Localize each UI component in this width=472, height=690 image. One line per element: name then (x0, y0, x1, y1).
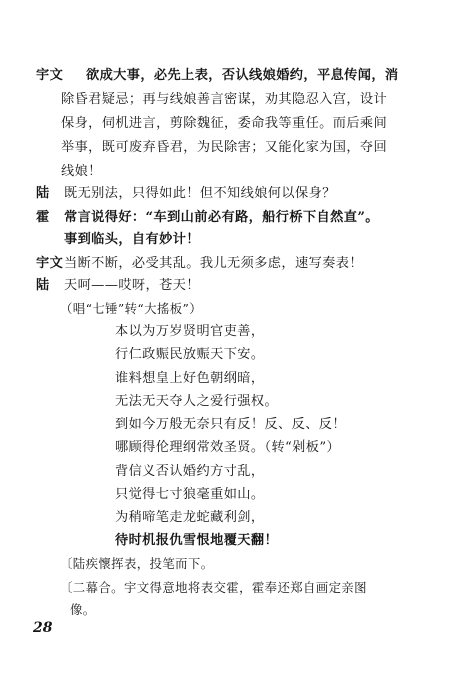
book-page: 宇文 欲成大事，必先上表，否认线娘婚约，平息传闻，消 除昏君疑忌；再与线娘善言密谋，劝其隐忍入宫，设计 保身，伺机进言，剪除魏征，委命我等重任。而后乘间 举事，既可废弃昏君，为民除害；又能化家为国，夺回 线娘！ 陆 既无别法，只得如此！但不知线娘何以保身？ 霍 常言说得好：“车到山前必有路，船行桥下自然直”。 事到临头，自有妙计！ 宇文 当断不断，必受其乱。我儿无须多虑，速写奏表！ 陆 天呵——哎呀，苍天！ （唱“七锤”转“大搖板”） 本以为万岁贤明官吏善， 行仁政赈民放赈天下安。 谁料想皇上好色朝纲暗， 无法无天夺人之爱行强权。 到如今万般无奈只有反！反、反、反！ 哪顾得伦理纲常效圣贤。（转“剁板”） 背信义否认婚约方寸乱， 只觉得七寸狼毫重如山。 为稍啼笔走龙蛇藏利剑， 待时机报仇雪恨地覆天翻！ 〔陆疾懷挥表，投笔而下。 〔二幕合。宇文得意地将表交霍，霍奉还郑自画定亲图 像。 28 (33, 68, 399, 636)
speaker-label: 宇文 (36, 68, 64, 83)
page-number: 28 (33, 620, 53, 636)
speaker-label: 陆 (36, 186, 50, 201)
dialogue-text: 常言说得好：“车到山前必有路，船行桥下自然直”。 (64, 210, 379, 225)
dialogue-text: 天呵——哎呀，苍天！ (64, 278, 200, 293)
speaker-label: 宇文 (36, 256, 64, 271)
speaker-label: 陆 (36, 278, 50, 293)
dialogue-text: 当断不断，必受其乱。我儿无须多虑，速写奏表！ (64, 256, 363, 271)
dialogue-text: 事到临头，自有妙计！ (64, 232, 200, 247)
dialogue-text: 既无别法，只得如此！但不知线娘何以保身？ (64, 186, 336, 201)
dialogue-text: 除昏君疑忌；再与线娘善言密谋，劝其隐忍入宫，设计 (61, 92, 388, 107)
dialogue-text: 保身，伺机进言，剪除魏征，委命我等重任。而后乘间 (61, 116, 388, 131)
dialogue-text: 欲成大事，必先上表，否认线娘婚约，平息传闻，消 (86, 68, 399, 83)
dialogue-text: 线娘！ (61, 164, 102, 179)
speaker-label: 霍 (36, 210, 50, 225)
dialogue-text: 举事，既可废弃昏君，为民除害；又能化家为国，夺回 (61, 140, 388, 155)
